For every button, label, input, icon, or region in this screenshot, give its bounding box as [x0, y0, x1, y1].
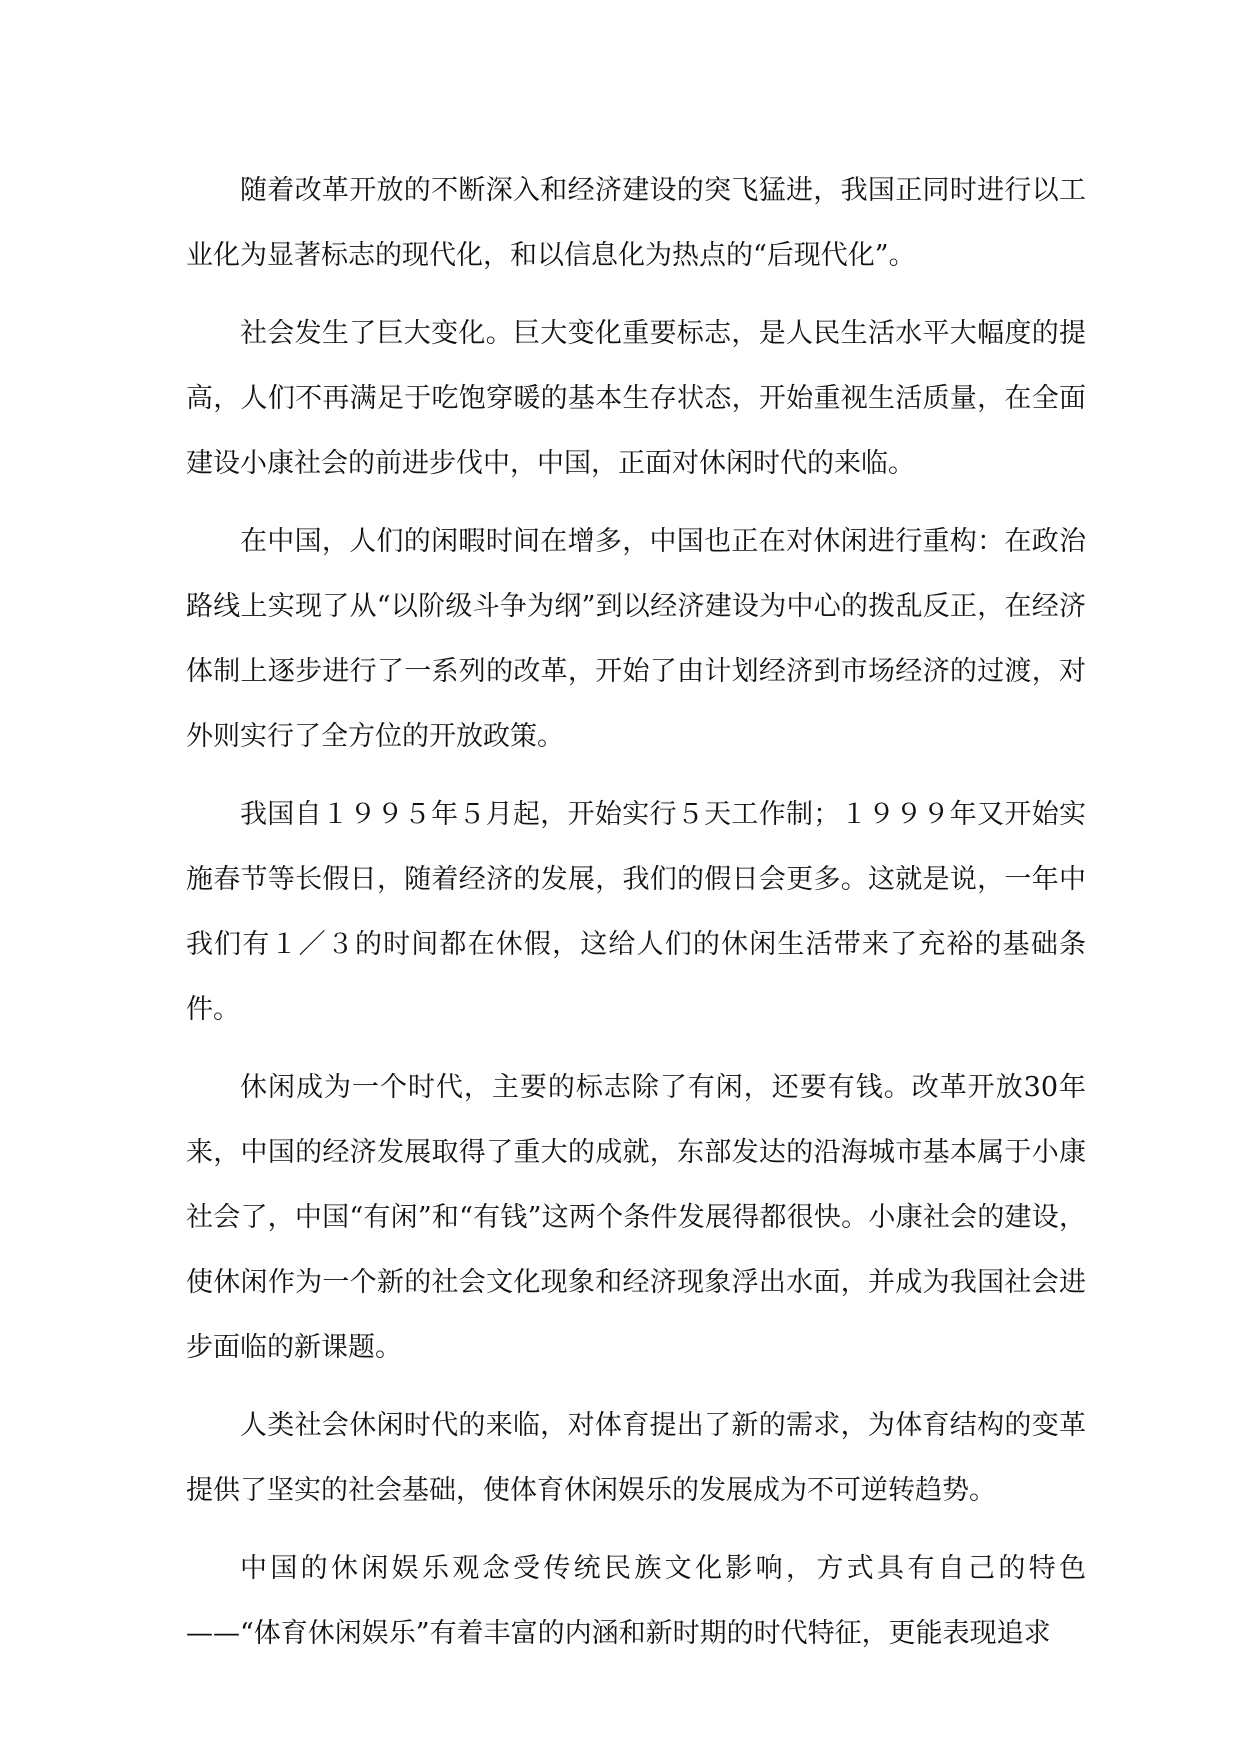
paragraph-2: 社会发生了巨大变化。巨大变化重要标志，是人民生活水平大幅度的提高，人们不再满足于吃饱穿暖的基本生存状态，开始重视生活质量，在全面建设小康社会的前进步伐中，中国，正面对休闲时代的来临。: [186, 318, 1086, 479]
paragraph-5: 休闲成为一个时代，主要的标志除了有闲，还要有钱。改革开放30年来，中国的经济发展取得了重大的成就，东部发达的沿海城市基本属于小康社会了，中国“有闲”和“有钱”这两个条件发展得都很快。小康社会的建设，使休闲作为一个新的社会文化现象和经济现象浮出水面，并成为我国社会进步面临的新课题。: [186, 1072, 1086, 1363]
paragraph-1: 随着改革开放的不断深入和经济建设的突飞猛进，我国正同时进行以工业化为显著标志的现代化，和以信息化为热点的“后现代化”。: [186, 175, 1086, 271]
paragraph-6: 人类社会休闲时代的来临，对体育提出了新的需求，为体育结构的变革提供了坚实的社会基础，使体育休闲娱乐的发展成为不可逆转趋势。: [186, 1410, 1086, 1506]
paragraph-3: 在中国，人们的闲暇时间在增多，中国也正在对休闲进行重构：在政治路线上实现了从“以阶级斗争为纲”到以经济建设为中心的拨乱反正，在经济体制上逐步进行了一系列的改革，开始了由计划经济到市场经济的过渡，对外则实行了全方位的开放政策。: [186, 526, 1086, 752]
paragraph-4: 我国自１９９５年５月起，开始实行５天工作制；１９９９年又开始实施春节等长假日，随着经济的发展，我们的假日会更多。这就是说，一年中我们有１／３的时间都在休假，这给人们的休闲生活带来了充裕的基础条件。: [186, 799, 1086, 1025]
paragraph-7: 中国的休闲娱乐观念受传统民族文化影响，方式具有自己的特色——“体育休闲娱乐”有着丰富的内涵和新时期的时代特征，更能表现追求: [186, 1553, 1086, 1649]
body-text: [186, 158, 1086, 1679]
